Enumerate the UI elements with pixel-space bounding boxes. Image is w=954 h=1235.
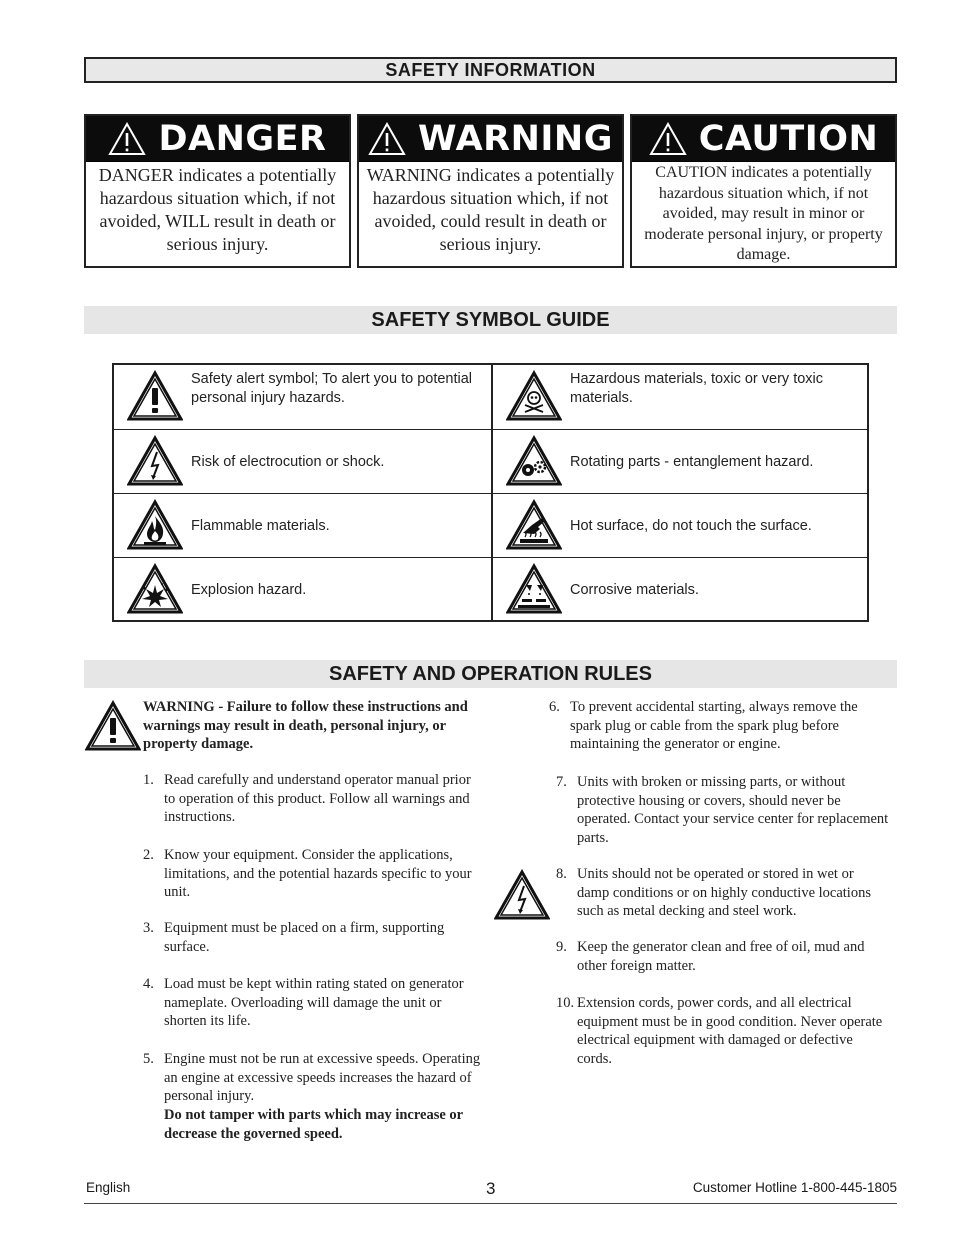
- operation-rules-header: SAFETY AND OPERATION RULES: [84, 660, 897, 688]
- symbol-description: Corrosive materials.: [570, 582, 699, 598]
- caution-banner: [632, 116, 895, 162]
- symbol-row: [493, 558, 870, 622]
- hot-surface-icon: [506, 499, 562, 551]
- danger-description: DANGER indicates a potentially hazardous situation which, if not avoided, WILL result in death or serious injury.: [98, 165, 337, 254]
- caution-box: [630, 114, 897, 268]
- symbol-description: Risk of electrocution or shock.: [191, 454, 385, 470]
- electric-shock-icon: [494, 869, 550, 921]
- danger-banner: [86, 116, 349, 162]
- symbol-description: Safety alert symbol; To alert you to potential personal injury hazards.: [191, 371, 473, 406]
- symbol-row: [493, 430, 870, 494]
- page-number: 3: [486, 1179, 496, 1198]
- symbol-description: Flammable materials.: [191, 518, 330, 534]
- alert-triangle-icon: [368, 122, 406, 156]
- symbol-description: Explosion hazard.: [191, 582, 307, 598]
- danger-word: DANGER: [158, 118, 327, 159]
- warning-banner: [359, 116, 622, 162]
- rotating-gears-icon: [506, 435, 562, 487]
- corrosive-icon: [506, 563, 562, 615]
- caution-word: CAUTION: [698, 118, 879, 159]
- symbol-description: Hot surface, do not touch the surface.: [570, 518, 812, 534]
- symbol-row: [114, 430, 491, 494]
- symbol-description: Hazardous materials, toxic or very toxic materials.: [570, 371, 824, 406]
- footer-language: English: [86, 1180, 131, 1195]
- customer-hotline: Customer Hotline 1-800-445-1805: [692, 1180, 897, 1195]
- safety-information-header: SAFETY INFORMATION: [84, 57, 897, 83]
- symbol-row: [493, 494, 870, 558]
- explosion-icon: [127, 563, 183, 615]
- caution-description: CAUTION indicates a potentially hazardous situation which, if not avoided, may result in minor or moderate personal injury, or property damage.: [644, 164, 883, 263]
- symbol-row: [114, 365, 491, 429]
- symbol-description: Rotating parts - entanglement hazard.: [570, 454, 814, 470]
- danger-box: [84, 114, 351, 268]
- safety-alert-icon: [85, 700, 141, 752]
- warning-word: WARNING: [418, 118, 613, 159]
- symbol-row: [114, 494, 491, 558]
- alert-triangle-icon: [649, 122, 687, 156]
- footer-divider: [84, 1203, 897, 1204]
- symbol-guide-header: SAFETY SYMBOL GUIDE: [84, 306, 897, 334]
- toxic-skull-icon: [506, 370, 562, 422]
- electric-shock-icon: [127, 435, 183, 487]
- warning-box: [357, 114, 624, 268]
- rules-warning-intro: WARNING - Failure to follow these instructions and warnings may result in death, personal injury, or property damage.: [143, 699, 468, 753]
- symbol-row: [493, 365, 870, 429]
- safety-alert-icon: [127, 370, 183, 422]
- warning-description: WARNING indicates a potentially hazardous situation which, if not avoided, could result in death or serious injury.: [366, 165, 615, 254]
- symbol-row: [114, 558, 491, 622]
- symbol-guide-table: [112, 363, 869, 622]
- flame-icon: [127, 499, 183, 551]
- alert-triangle-icon: [108, 122, 146, 156]
